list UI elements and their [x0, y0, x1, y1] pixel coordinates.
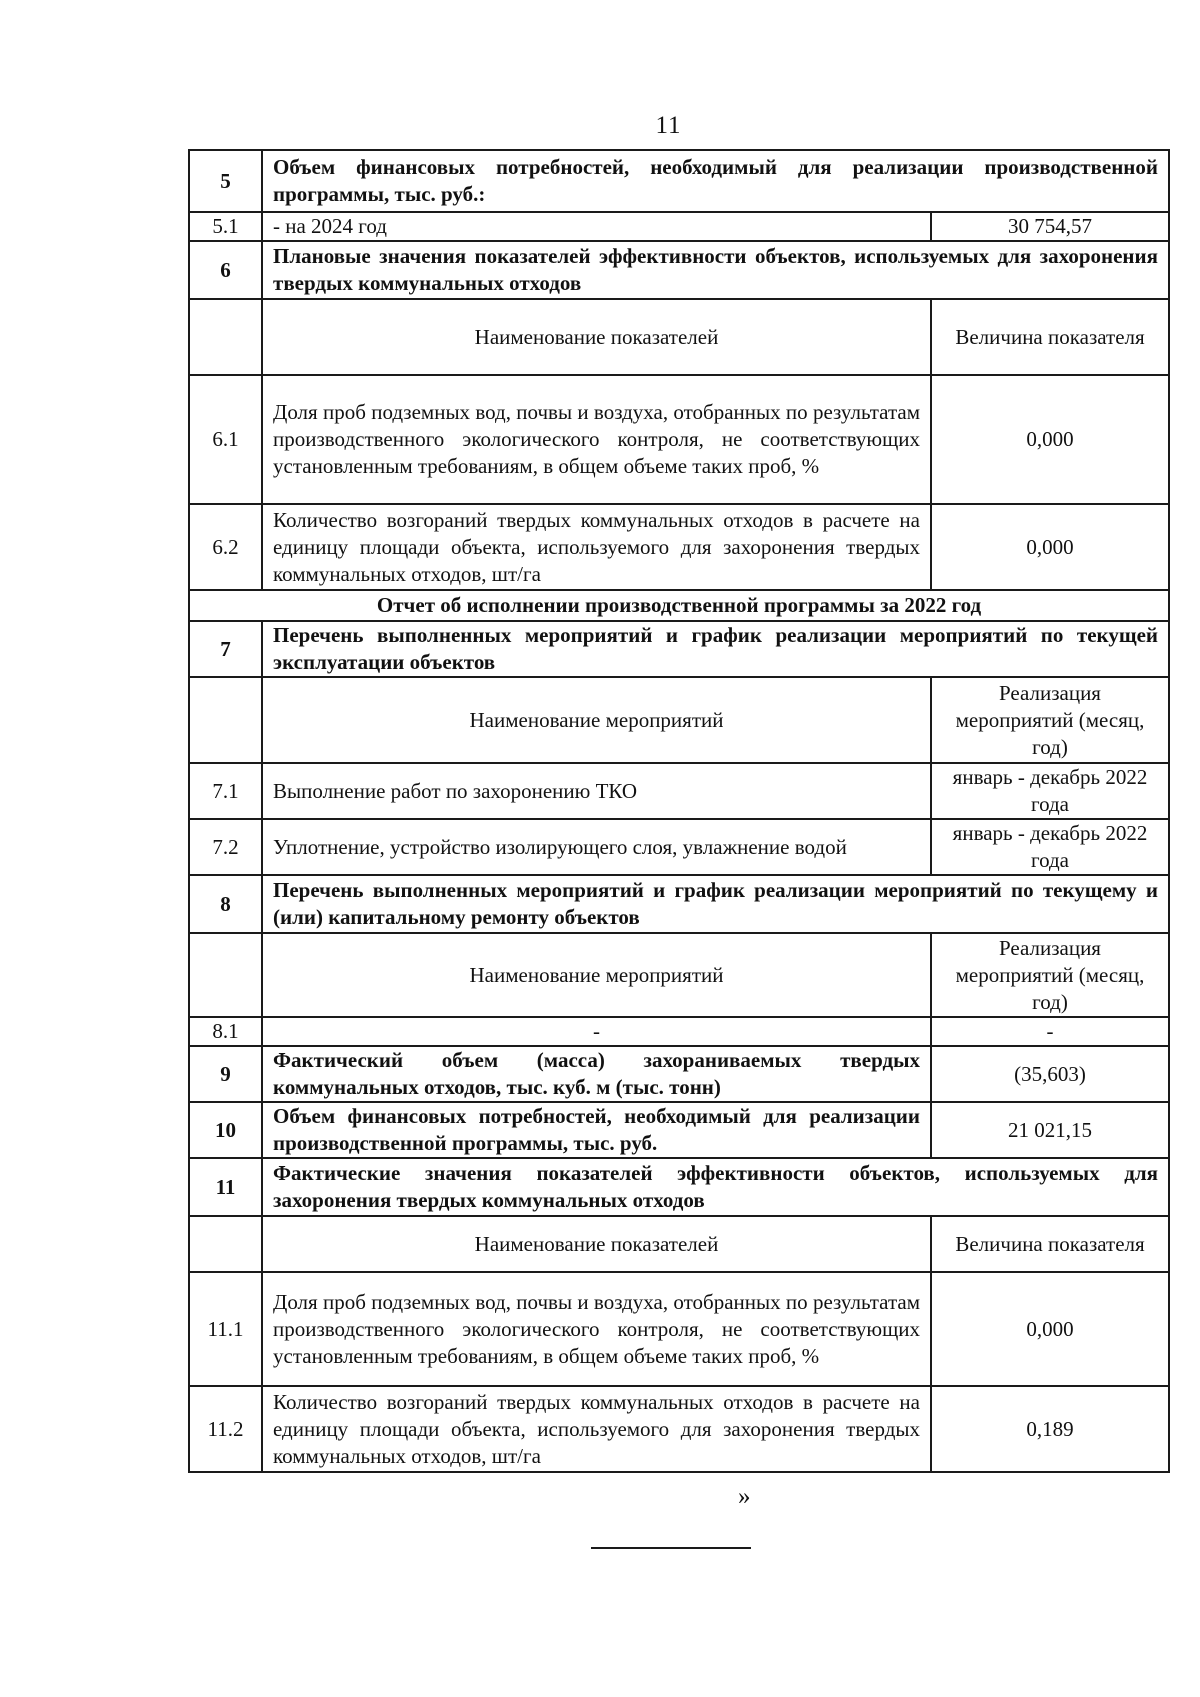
row-label: Доля проб подземных вод, почвы и воздуха, отобранных по результатам производственного экологического контроля, не соответствующих установленным требованиям, в общем объеме таких проб, %: [262, 375, 931, 504]
section-title: Перечень выполненных мероприятий и график реализации мероприятий по текущему и (или) капитальному ремонту объектов: [262, 875, 1169, 933]
row-11-1: [189, 1272, 1169, 1386]
section-title: Плановые значения показателей эффективности объектов, используемых для захоронения твердых коммунальных отходов: [262, 241, 1169, 299]
closing-quote: »: [738, 1483, 751, 1510]
section-6-header-row: [189, 299, 1169, 375]
row-number: 10: [189, 1102, 262, 1158]
column-header-value: Величина показателя: [931, 299, 1169, 375]
row-label: Количество возгораний твердых коммунальных отходов в расчете на единицу площади объекта, используемого для захоронения твердых коммунальных отходов, шт/га: [262, 1386, 931, 1472]
section-title: Объем финансовых потребностей, необходимый для реализации производственной программы, тыс. руб.:: [262, 150, 1169, 212]
row-5-1: [189, 212, 1169, 241]
row-label: -: [262, 1017, 931, 1046]
section-10-row: [189, 1102, 1169, 1158]
row-number: 11.2: [189, 1386, 262, 1472]
row-8-1: [189, 1017, 1169, 1046]
section-6-row: [189, 241, 1169, 299]
section-title: Фактические значения показателей эффективности объектов, используемых для захоронения твердых коммунальных отходов: [262, 1158, 1169, 1216]
section-7-header-row: [189, 677, 1169, 763]
column-header-name: Наименование мероприятий: [262, 933, 931, 1017]
page-number: 11: [655, 112, 682, 139]
row-value: январь - декабрь 2022 года: [931, 763, 1169, 819]
row-number: 9: [189, 1046, 262, 1102]
row-number: 7.1: [189, 763, 262, 819]
empty-cell: [189, 933, 262, 1017]
row-6-2: [189, 504, 1169, 590]
empty-cell: [189, 299, 262, 375]
row-value: 0,000: [931, 375, 1169, 504]
section-7-row: [189, 621, 1169, 677]
row-label: Уплотнение, устройство изолирующего слоя, увлажнение водой: [262, 819, 931, 875]
row-label: Доля проб подземных вод, почвы и воздуха, отобранных по результатам производственного экологического контроля, не соответствующих установленным требованиям, в общем объеме таких проб, %: [262, 1272, 931, 1386]
row-6-1: [189, 375, 1169, 504]
row-value: 21 021,15: [931, 1102, 1169, 1158]
column-header-name: Наименование мероприятий: [262, 677, 931, 763]
section-8-header-row: [189, 933, 1169, 1017]
row-value: 0,000: [931, 1272, 1169, 1386]
row-value: 0,000: [931, 504, 1169, 590]
section-9-row: [189, 1046, 1169, 1102]
row-number: 8.1: [189, 1017, 262, 1046]
row-11-2: [189, 1386, 1169, 1472]
row-number: 11.1: [189, 1272, 262, 1386]
row-number: 6: [189, 241, 262, 299]
empty-cell: [189, 1216, 262, 1272]
row-7-1: [189, 763, 1169, 819]
row-value: (35,603): [931, 1046, 1169, 1102]
empty-cell: [189, 677, 262, 763]
row-label: - на 2024 год: [262, 212, 931, 241]
row-number: 5: [189, 150, 262, 212]
row-number: 8: [189, 875, 262, 933]
row-label: Количество возгораний твердых коммунальных отходов в расчете на единицу площади объекта, используемого для захоронения твердых коммунальных отходов, шт/га: [262, 504, 931, 590]
row-number: 6.1: [189, 375, 262, 504]
row-label: Объем финансовых потребностей, необходимый для реализации производственной программы, тыс. руб.: [262, 1102, 931, 1158]
row-value: 0,189: [931, 1386, 1169, 1472]
row-7-2: [189, 819, 1169, 875]
row-value: январь - декабрь 2022 года: [931, 819, 1169, 875]
column-header-name: Наименование показателей: [262, 1216, 931, 1272]
row-label: Фактический объем (масса) захораниваемых твердых коммунальных отходов, тыс. куб. м (тыс. тонн): [262, 1046, 931, 1102]
row-number: 7: [189, 621, 262, 677]
production-program-table: [188, 149, 1170, 1473]
row-number: 5.1: [189, 212, 262, 241]
section-11-header-row: [189, 1216, 1169, 1272]
row-number: 7.2: [189, 819, 262, 875]
section-8-row: [189, 875, 1169, 933]
report-title-row: [189, 590, 1169, 621]
section-11-row: [189, 1158, 1169, 1216]
section-title: Перечень выполненных мероприятий и график реализации мероприятий по текущей эксплуатации объектов: [262, 621, 1169, 677]
footer-divider: [591, 1547, 751, 1549]
column-header-name: Наименование показателей: [262, 299, 931, 375]
row-value: -: [931, 1017, 1169, 1046]
row-number: 11: [189, 1158, 262, 1216]
column-header-value: Реализация мероприятий (месяц, год): [931, 677, 1169, 763]
row-label: Выполнение работ по захоронению ТКО: [262, 763, 931, 819]
section-5-row: [189, 150, 1169, 212]
column-header-value: Величина показателя: [931, 1216, 1169, 1272]
column-header-value: Реализация мероприятий (месяц, год): [931, 933, 1169, 1017]
report-title: Отчет об исполнении производственной программы за 2022 год: [189, 590, 1169, 621]
row-number: 6.2: [189, 504, 262, 590]
row-value: 30 754,57: [931, 212, 1169, 241]
